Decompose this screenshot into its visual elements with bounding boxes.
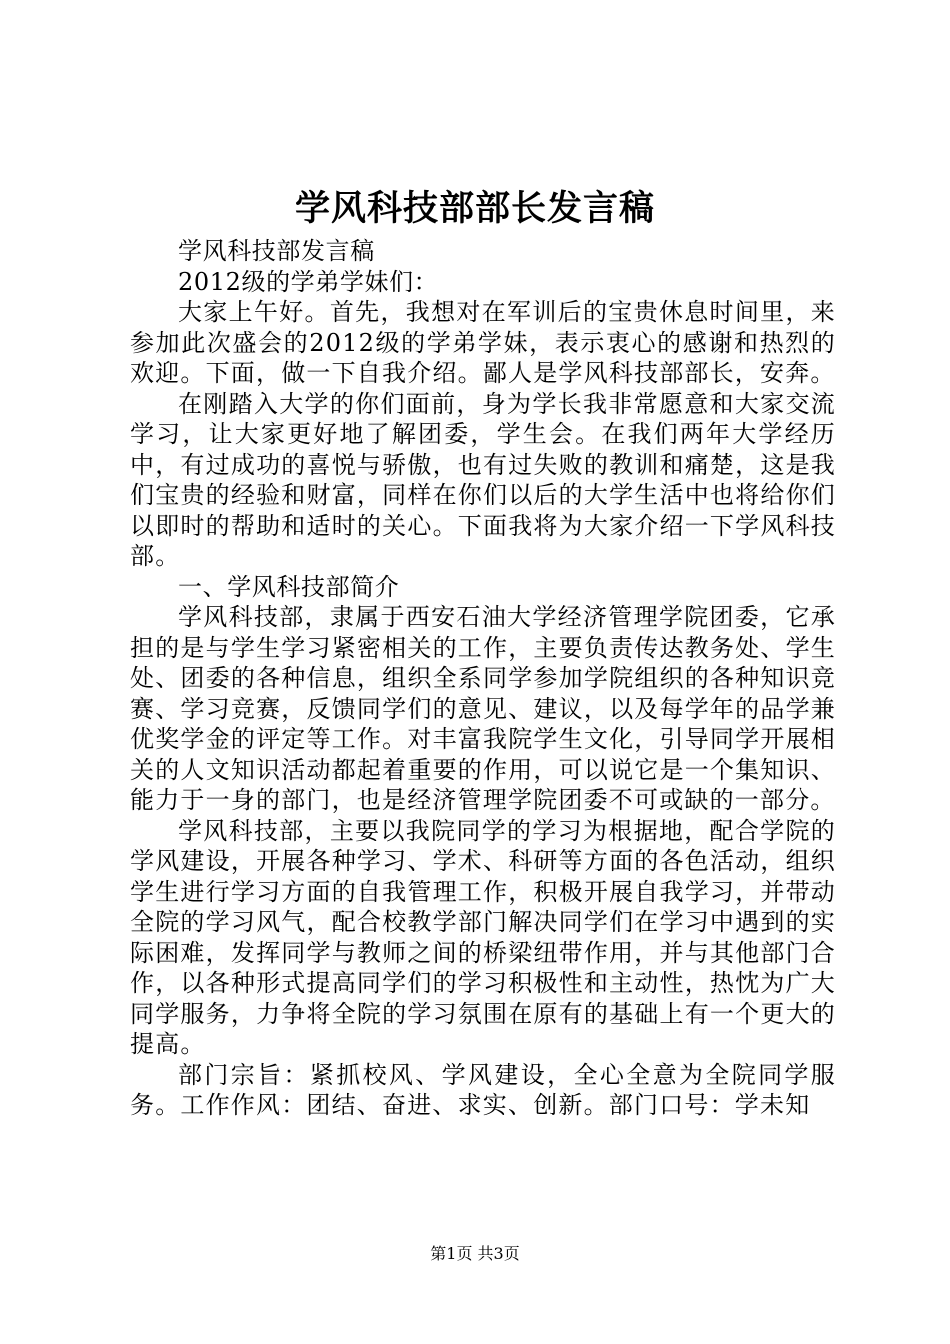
paragraph-department-duties: 学风科技部，主要以我院同学的学习为根据地，配合学院的学风建设，开展各种学习、学术、科研等方面的各色活动，组织学生进行学习方面的自我管理工作，积极开展自我学习，并带动全院的学习风气，配合校教学部门解决同学们在学习中遇到的实际困难，发挥同学与教师之间的桥梁纽带作用，并与其他部门合作，以各种形式提高同学们的学习积极性和主动性，热忱为广大同学服务，力争将全院的学习氛围在原有的基础上有一个更大的提高。	[130, 816, 836, 1058]
document-title: 学风科技部部长发言稿	[294, 188, 655, 229]
section-heading: 一、学风科技部简介	[178, 572, 400, 601]
paragraph-department-motto: 部门宗旨：紧抓校风、学风建设，全心全意为全院同学服务。工作作风：团结、奋进、求实、创新。部门口号：学未知	[130, 1060, 836, 1119]
document-body	[130, 236, 836, 1121]
paragraph-opening: 大家上午好。首先，我想对在军训后的宝贵休息时间里，来参加此次盛会的2012级的学弟学妹，表示衷心的感谢和热烈的欢迎。下面，做一下自我介绍。鄙人是学风科技部部长，安奔。	[130, 298, 836, 387]
paragraph-greeting: 2012级的学弟学妹们：	[178, 267, 439, 296]
paragraph-introduction: 在刚踏入大学的你们面前，身为学长我非常愿意和大家交流学习，让大家更好地了解团委，学生会。在我们两年大学经历中，有过成功的喜悦与骄傲，也有过失败的教训和痛楚，这是我们宝贵的经验和财富，同样在你们以后的大学生活中也将给你们以即时的帮助和适时的关心。下面我将为大家介绍一下学风科技部。	[130, 389, 836, 570]
page-number: 第1页 共3页	[430, 1244, 520, 1263]
paragraph-subtitle: 学风科技部发言稿	[178, 237, 375, 265]
paragraph-department-overview: 学风科技部，隶属于西安石油大学经济管理学院团委，它承担的是与学生学习紧密相关的工作，主要负责传达教务处、学生处、团委的各种信息，组织全系同学参加学院组织的各种知识竞赛、学习竞赛，反馈同学们的意见、建议，以及每学年的品学兼优奖学金的评定等工作。对丰富我院学生文化，引导同学开展相关的人文知识活动都起着重要的作用，可以说它是一个集知识、能力于一身的部门，也是经济管理学院团委不可或缺的一部分。	[130, 603, 836, 814]
